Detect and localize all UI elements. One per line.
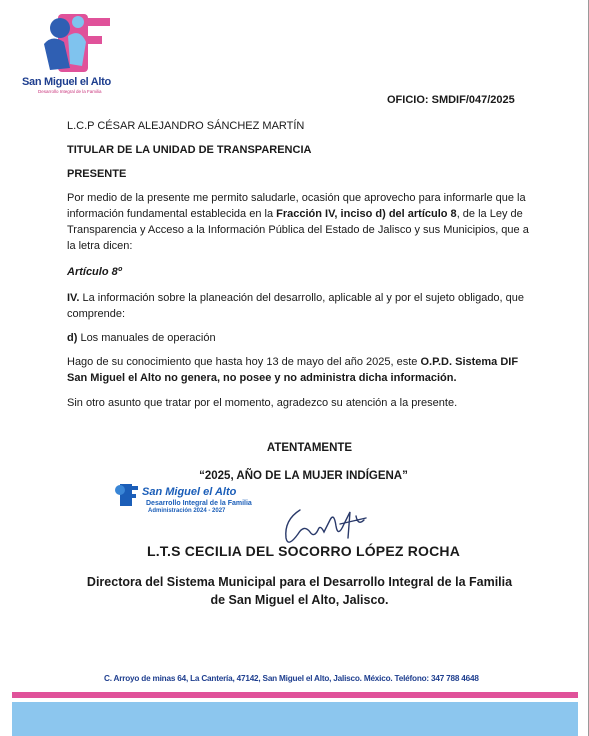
institution-stamp	[112, 482, 272, 524]
paragraph-3-text: Los manuales de operación	[77, 332, 216, 344]
stamp-logo-icon	[112, 482, 140, 510]
signer-title-line-2: de San Miguel el Alto, Jalisco.	[210, 593, 389, 607]
greeting: PRESENTE	[67, 168, 127, 180]
paragraph-2-bold: IV.	[67, 292, 80, 304]
paragraph-5: Sin otro asunto que tratar por el momento, agradezco su atención a la presente.	[67, 397, 458, 409]
oficio-number: OFICIO: SMDIF/047/2025	[387, 94, 515, 106]
paragraph-1	[67, 190, 529, 254]
paragraph-3-bold: d)	[67, 332, 78, 344]
paragraph-3	[67, 330, 527, 346]
signer-title-line-1: Directora del Sistema Municipal para el Desarrollo Integral de la Familia	[86, 575, 513, 589]
handwritten-signature	[270, 490, 390, 550]
paragraph-2	[67, 290, 537, 322]
article-heading: Artículo 8º	[67, 266, 122, 278]
closing-atentamente: ATENTAMENTE	[266, 442, 353, 454]
paragraph-4-a: Hago de su conocimiento que hasta hoy 13 de mayo del año 2025, este	[67, 356, 421, 368]
paragraph-2-text: La información sobre la planeación del desarrollo, aplicable al y por el sujeto obligado, que comprende:	[67, 292, 525, 320]
signer-name: L.T.S CECILIA DEL SOCORRO LÓPEZ ROCHA	[146, 543, 461, 559]
footer-address: C. Arroyo de minas 64, La Cantería, 47142, San Miguel el Alto, Jalisco. México. Teléfono: 347 788 4648	[104, 674, 479, 683]
paragraph-1-bold: Fracción IV, inciso d) del artículo 8	[276, 208, 457, 220]
logo-subtitle: Desarrollo Integral de la Familia	[38, 89, 102, 94]
paragraph-4-bold: O.P.D. Sistema DIF San Miguel el Alto no genera, no posee y no administra dicha información.	[67, 356, 519, 384]
year-motto: “2025, AÑO DE LA MUJER INDÍGENA”	[199, 470, 408, 482]
addressee: L.C.P CÉSAR ALEJANDRO SÁNCHEZ MARTÍN	[67, 120, 305, 132]
stamp-name: San Miguel el Alto	[142, 486, 237, 498]
paragraph-1-b: , de la Ley de Transparencia y Acceso a la Información Pública del Estado de Jalisco y sus Municipios, que a la letra dicen:	[67, 208, 529, 252]
stamp-line-1: Desarrollo Integral de la Familia	[146, 500, 252, 507]
paragraph-4	[67, 354, 529, 386]
paragraph-1-a: Por medio de la presente me permito saludarle, ocasión que aprovecho para informarle que la información fundamental establecida en la	[67, 192, 526, 220]
addressee-role: TITULAR DE LA UNIDAD DE TRANSPARENCIA	[67, 144, 312, 156]
footer-decor-bar	[12, 692, 578, 736]
logo-name: San Miguel el Alto	[22, 76, 111, 88]
stamp-line-2: Administración 2024 - 2027	[148, 508, 226, 514]
